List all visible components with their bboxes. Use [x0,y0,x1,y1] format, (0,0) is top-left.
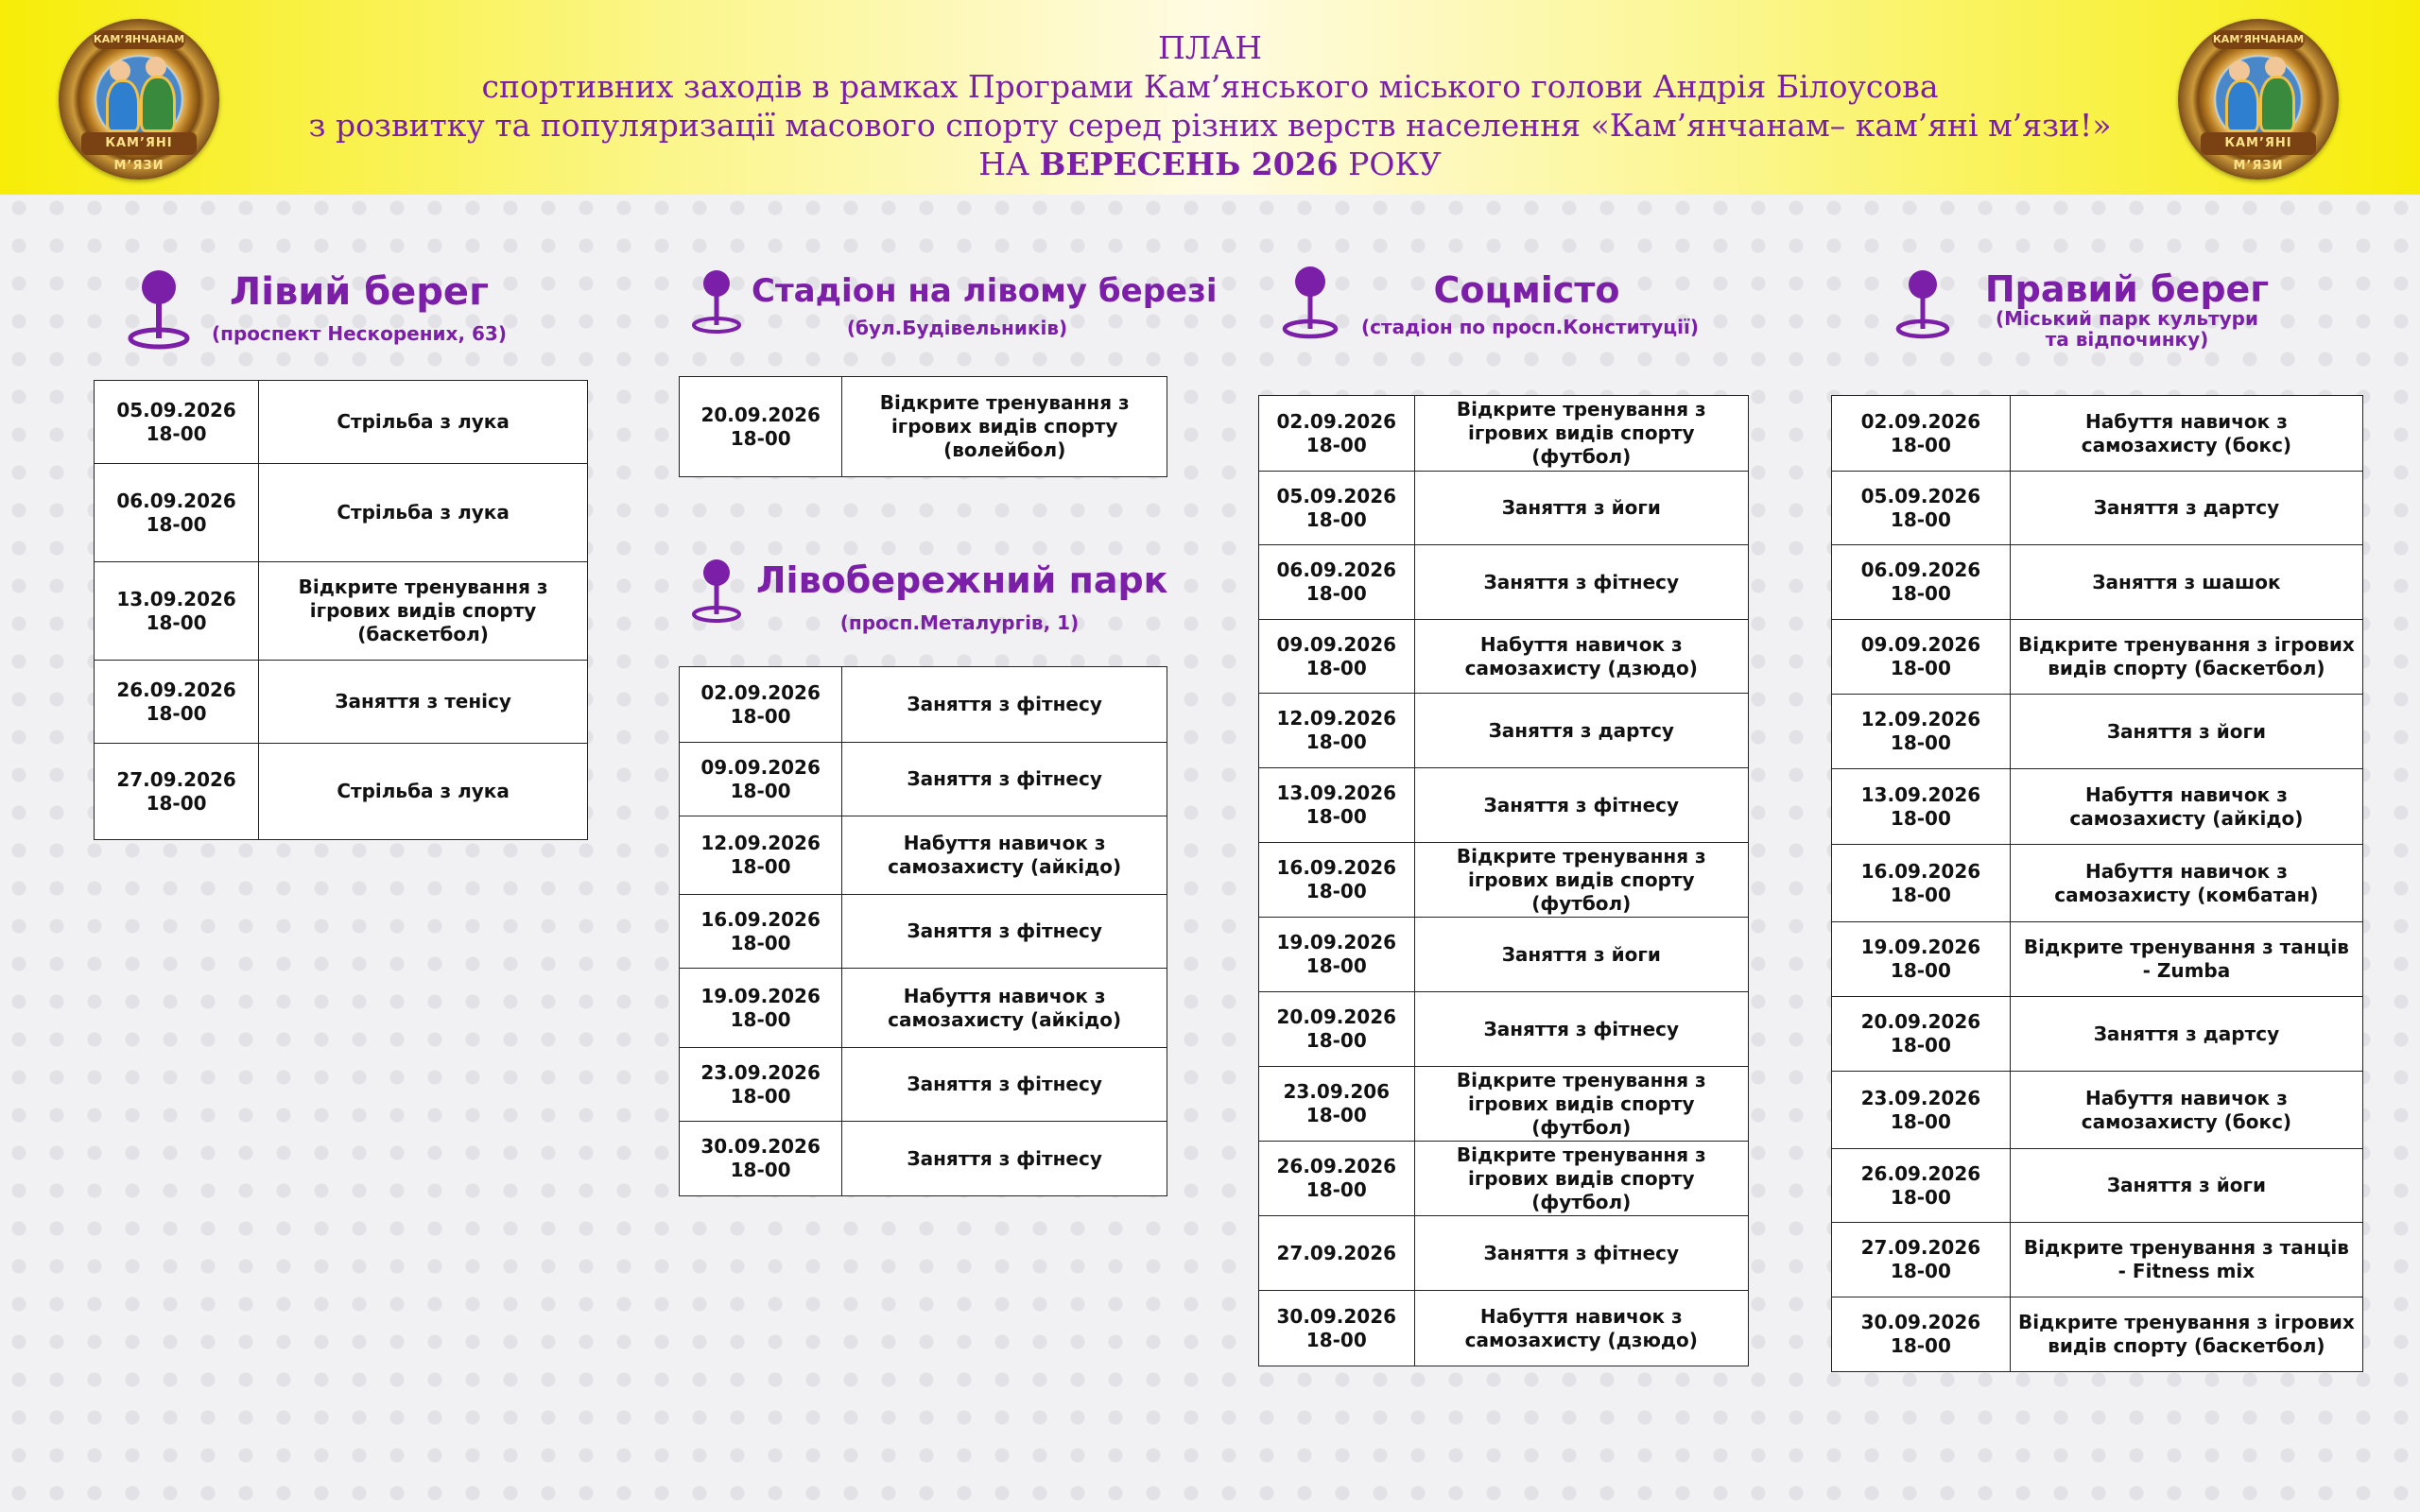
title-line: спортивних заходів в рамках Програми Кам’янського міського голови Андрія Білоусова [481,68,1939,105]
event-name: Відкрите тренування з ігрових видів спорту (баскетбол) [2010,620,2362,695]
table-row [1832,1223,2363,1297]
event-name: Заняття з фітнесу [1414,992,1748,1067]
event-date: 26.09.2026 18-00 [95,661,259,744]
table-row [680,667,1167,743]
event-date: 26.09.2026 18-00 [1832,1149,2011,1223]
event-date: 16.09.2026 18-00 [1259,843,1415,918]
event-date: 19.09.2026 18-00 [1259,918,1415,992]
title-month-suffix: РОКУ [1338,146,1442,182]
event-date: 20.09.2026 18-00 [1832,997,2011,1072]
event-date: 20.09.2026 18-00 [680,377,842,477]
location-address: (просп.Металургів, 1) [839,611,1080,634]
event-name: Набуття навичок з самозахисту (дзюдо) [1414,1291,1748,1366]
event-name: Заняття з фітнесу [842,895,1167,969]
table-row [1259,768,1749,843]
table-row [1259,1142,1749,1216]
location-address: (стадіон по просп.Конституції) [1361,316,1699,338]
event-name: Заняття з дартсу [2010,997,2362,1072]
event-name: Заняття з фітнесу [1414,1216,1748,1291]
event-date: 27.09.2026 18-00 [95,744,259,840]
event-date: 16.09.2026 18-00 [1832,845,2011,922]
event-date: 02.09.2026 18-00 [1259,396,1415,472]
event-name: Заняття з фітнесу [842,1048,1167,1122]
event-date: 26.09.2026 18-00 [1259,1142,1415,1216]
event-date: 27.09.2026 [1259,1216,1415,1291]
emblem-figure [140,76,176,132]
location-title: Лівий берег [230,270,489,314]
table-row [680,377,1167,477]
title-line: з розвитку та популяризації масового спорту серед різних верств населення «Кам’янчанам– кам’яні м’язи!» [308,107,2112,144]
emblem-ribbon: КАМ’ЯНІ М’ЯЗИ [2201,132,2316,155]
table-row [1832,396,2363,472]
event-date: 05.09.2026 18-00 [95,381,259,464]
table-row [1259,620,1749,694]
location-pin-icon [688,268,745,335]
table-row [1832,769,2363,845]
event-date: 12.09.2026 18-00 [680,816,842,895]
event-name: Набуття навичок з самозахисту (бокс) [2010,1072,2362,1149]
emblem-top-label: КАМ’ЯНЧАНАМ [93,30,185,49]
emblem-figure-head [2265,57,2286,77]
event-name: Заняття з фітнесу [842,743,1167,816]
event-name: Набуття навичок з самозахисту (айкідо) [842,816,1167,895]
location-address: (Міський парк культури та відпочинку) [1996,307,2258,351]
emblem-figure [2259,76,2295,132]
event-name: Відкрите тренування з ігрових видів спорту (футбол) [1414,396,1748,472]
location-title: Стадіон на лівому березі [752,272,1218,310]
page-title [246,28,2174,183]
event-date: 09.09.2026 18-00 [1832,620,2011,695]
table-row [680,816,1167,895]
table-row [1832,1149,2363,1223]
location-pin-icon [688,558,745,624]
event-date: 06.09.2026 18-00 [1259,545,1415,620]
table-row [680,895,1167,969]
event-name: Відкрите тренування з танців - Fitness mix [2010,1223,2362,1297]
table-row [95,381,588,464]
event-name: Відкрите тренування з ігрових видів спорту (волейбол) [842,377,1167,477]
schedule-table-sotsmisto [1258,395,1749,1366]
table-row [680,743,1167,816]
table-row [680,1122,1167,1196]
event-name: Заняття з йоги [2010,1149,2362,1223]
location-title: Лівобережний парк [756,559,1168,601]
location-pin-icon [1278,265,1342,340]
event-name: Стрільба з лука [259,464,588,562]
event-name: Набуття навичок з самозахисту (бокс) [2010,396,2362,472]
table-row [680,969,1167,1048]
table-row [1832,997,2363,1072]
event-name: Заняття з фітнесу [1414,768,1748,843]
event-date: 05.09.2026 18-00 [1259,472,1415,545]
table-row [1259,472,1749,545]
table-row [1832,695,2363,769]
table-row [95,661,588,744]
city-emblem-left [59,19,219,180]
event-name: Відкрите тренування з танців - Zumba [2010,922,2362,997]
event-date: 27.09.2026 18-00 [1832,1223,2011,1297]
event-name: Відкрите тренування з ігрових видів спорту (футбол) [1414,1067,1748,1142]
table-row [1832,545,2363,620]
table-row [1832,1297,2363,1372]
table-row [95,562,588,661]
table-row [680,1048,1167,1122]
location-pin-icon [121,268,197,350]
event-name: Заняття з йоги [1414,472,1748,545]
event-date: 20.09.2026 18-00 [1259,992,1415,1067]
event-date: 02.09.2026 18-00 [1832,396,2011,472]
title-line-month [246,145,2174,183]
schedule-table-lyvyi-bereh [94,380,588,840]
table-row [1832,1072,2363,1149]
event-name: Заняття з тенісу [259,661,588,744]
event-name: Заняття з йоги [2010,695,2362,769]
event-date: 13.09.2026 18-00 [1259,768,1415,843]
event-name: Заняття з шашок [2010,545,2362,620]
event-date: 23.09.2026 18-00 [680,1048,842,1122]
emblem-top-label: КАМ’ЯНЧАНАМ [2212,30,2305,49]
event-name: Відкрите тренування з ігрових видів спорту (баскетбол) [259,562,588,661]
table-row [95,744,588,840]
emblem-figure-head [2229,60,2250,81]
event-name: Набуття навичок з самозахисту (дзюдо) [1414,620,1748,694]
event-name: Стрільба з лука [259,744,588,840]
event-name: Відкрите тренування з ігрових видів спорту (баскетбол) [2010,1297,2362,1372]
event-name: Заняття з фітнесу [1414,545,1748,620]
event-date: 23.09.2026 18-00 [1832,1072,2011,1149]
table-row [1259,396,1749,472]
event-date: 12.09.2026 18-00 [1832,695,2011,769]
event-date: 23.09.206 18-00 [1259,1067,1415,1142]
event-date: 30.09.2026 18-00 [1259,1291,1415,1366]
table-row [1259,843,1749,918]
title-month-prefix: НА [978,146,1040,182]
table-row [1832,620,2363,695]
emblem-ribbon: КАМ’ЯНІ М’ЯЗИ [81,132,197,155]
table-row [1259,1067,1749,1142]
event-name: Стрільба з лука [259,381,588,464]
event-date: 09.09.2026 18-00 [1259,620,1415,694]
table-row [95,464,588,562]
table-row [1259,1291,1749,1366]
title-month: ВЕРЕСЕНЬ 2026 [1039,146,1339,182]
event-date: 06.09.2026 18-00 [95,464,259,562]
event-name: Відкрите тренування з ігрових видів спорту (футбол) [1414,843,1748,918]
location-title: Правий берег [1984,268,2270,310]
location-address: (проспект Нескорених, 63) [211,322,507,345]
table-row [1259,1216,1749,1291]
table-row [1832,922,2363,997]
event-date: 19.09.2026 18-00 [680,969,842,1048]
event-name: Набуття навичок з самозахисту (комбатан) [2010,845,2362,922]
title-line: ПЛАН [1157,29,1263,66]
event-date: 30.09.2026 18-00 [680,1122,842,1196]
header-banner [0,0,2420,195]
schedule-table-stadion [679,376,1167,477]
schedule-table-pravyi-bereh [1831,395,2363,1372]
event-date: 30.09.2026 18-00 [1832,1297,2011,1372]
event-date: 06.09.2026 18-00 [1832,545,2011,620]
event-name: Заняття з фітнесу [842,1122,1167,1196]
event-name: Заняття з дартсу [1414,694,1748,768]
emblem-figure-head [110,60,130,81]
emblem-figure-head [146,57,166,77]
table-row [1259,694,1749,768]
emblem-figure [106,79,140,132]
table-row [1259,992,1749,1067]
table-row [1832,472,2363,545]
event-name: Заняття з дартсу [2010,472,2362,545]
table-row [1259,918,1749,992]
event-name: Набуття навичок з самозахисту (айкідо) [842,969,1167,1048]
location-title: Соцмісто [1433,269,1620,311]
city-emblem-right [2178,19,2339,180]
event-date: 09.09.2026 18-00 [680,743,842,816]
event-date: 13.09.2026 18-00 [95,562,259,661]
event-date: 13.09.2026 18-00 [1832,769,2011,845]
schedule-table-park [679,666,1167,1196]
emblem-figure [2225,79,2259,132]
event-date: 12.09.2026 18-00 [1259,694,1415,768]
location-address: (бул.Будівельників) [846,317,1068,339]
table-row [1259,545,1749,620]
event-name: Заняття з фітнесу [842,667,1167,743]
event-date: 16.09.2026 18-00 [680,895,842,969]
location-pin-icon [1893,268,1953,340]
event-name: Набуття навичок з самозахисту (айкідо) [2010,769,2362,845]
event-name: Відкрите тренування з ігрових видів спорту (футбол) [1414,1142,1748,1216]
event-date: 05.09.2026 18-00 [1832,472,2011,545]
event-name: Заняття з йоги [1414,918,1748,992]
event-date: 19.09.2026 18-00 [1832,922,2011,997]
event-date: 02.09.2026 18-00 [680,667,842,743]
table-row [1832,845,2363,922]
